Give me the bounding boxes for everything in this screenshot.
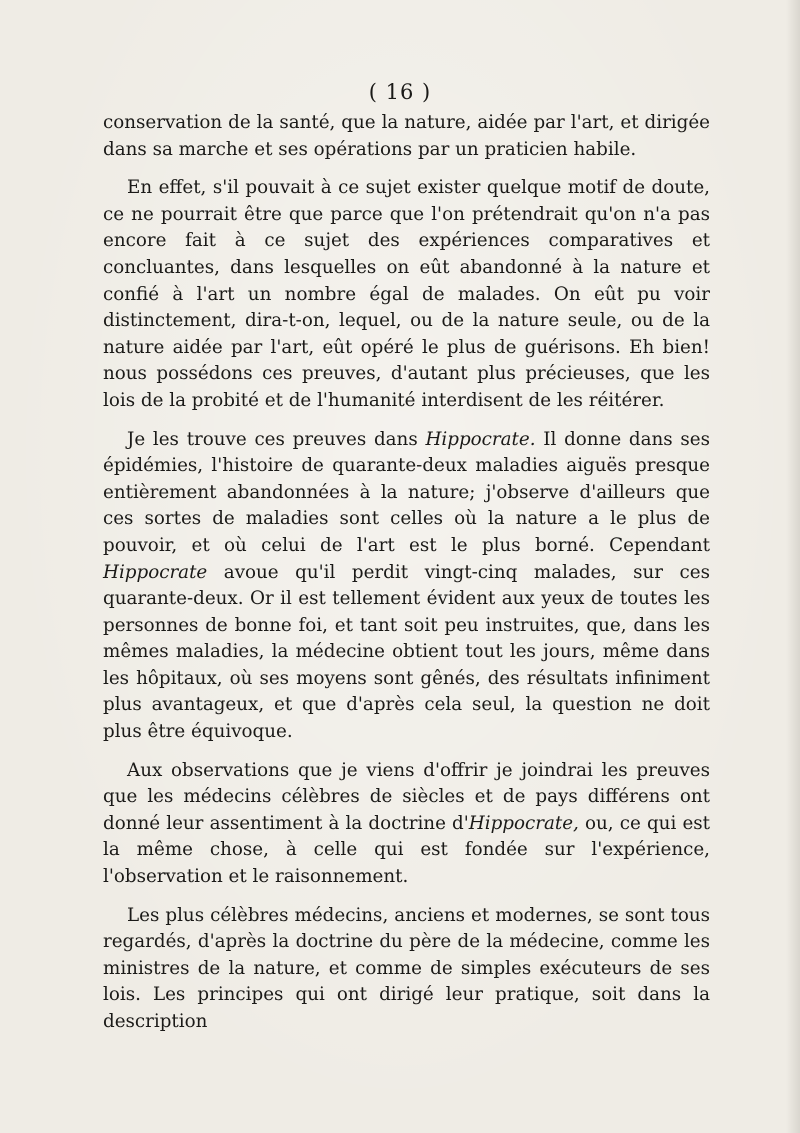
paragraph-2 <box>103 175 710 414</box>
paragraph-4-text-a: Aux observations que je viens d'offrir je joindrai les preuves que les médecins célèbres de siècles et de pays différens ont donné leur assentiment à la doctrine d' <box>103 759 710 834</box>
page-edge-shadow <box>786 0 800 1133</box>
paragraph-4-italic-hippocrate: Hippocrate, <box>468 812 579 834</box>
paragraph-2-text: En effet, s'il pouvait à ce sujet exister quelque motif de doute, ce ne pourrait être que parce que l'on prétendrait qu'on n'a pas encore fait à ce sujet des expériences comparatives et concluantes, dans lesquelles on eût abandonné à la nature et confié à l'art un nombre égal de malades. On eût pu voir distinctement, dira-t-on, lequel, ou de la nature seule, ou de la nature aidée par l'art, eût opéré le plus de guérisons. Eh bien! nous possédons ces preuves, d'autant plus précieuses, que les lois de la probité et de l'humanité interdisent de les réitérer. <box>103 177 710 411</box>
paragraph-3-text-b: Il donne dans ses épidémies, l'histoire de quarante-deux maladies aiguës presque entièrement abandonnées à la nature; j'observe d'ailleurs que ces sortes de maladies sont celles où la nature a le plus de pouvoir, et où celui de l'art est le plus borné. Cependant <box>103 428 710 556</box>
paragraph-3-text-a: Je les trouve ces preuves dans <box>127 428 426 450</box>
paragraph-3-text-c: avoue qu'il perdit vingt-cinq malades, sur ces quarante-deux. Or il est tellement évident aux yeux de toutes les personnes de bonne foi, et tant soit peu instruites, que, dans les mêmes maladies, la médecine obtient tout les jours, même dans les hôpitaux, où ses moyens sont gênés, des résultats infiniment plus avantageux, et que d'après cela seul, la question ne doit plus être équivoque. <box>103 561 710 743</box>
paragraph-1 <box>103 110 710 163</box>
page-number: ( 16 ) <box>368 80 432 104</box>
paragraph-1-text: conservation de la santé, que la nature, aidée par l'art, et dirigée dans sa marche et ses opérations par un praticien habile. <box>103 112 710 160</box>
paragraph-4-text-b: ou, ce qui est la même chose, à celle qui est fondée sur l'expérience, l'observation et le raisonnement. <box>103 812 710 888</box>
paragraph-3-italic-hippocrate-2: Hippocrate <box>103 561 208 583</box>
paragraph-5-text: Les plus célèbres médecins, anciens et modernes, se sont tous regardés, d'après la doctrine du père de la médecine, comme les ministres de la nature, et comme de simples exécuteurs de ses lois. Les principes qui ont dirigé leur pratique, soit dans la description <box>103 904 710 1032</box>
paragraph-3-italic-hippocrate-1: Hippocrate. <box>425 428 536 450</box>
body-text <box>103 110 710 1036</box>
paragraph-5 <box>103 903 710 1036</box>
paragraph-4 <box>103 758 710 891</box>
paragraph-3 <box>103 427 710 746</box>
